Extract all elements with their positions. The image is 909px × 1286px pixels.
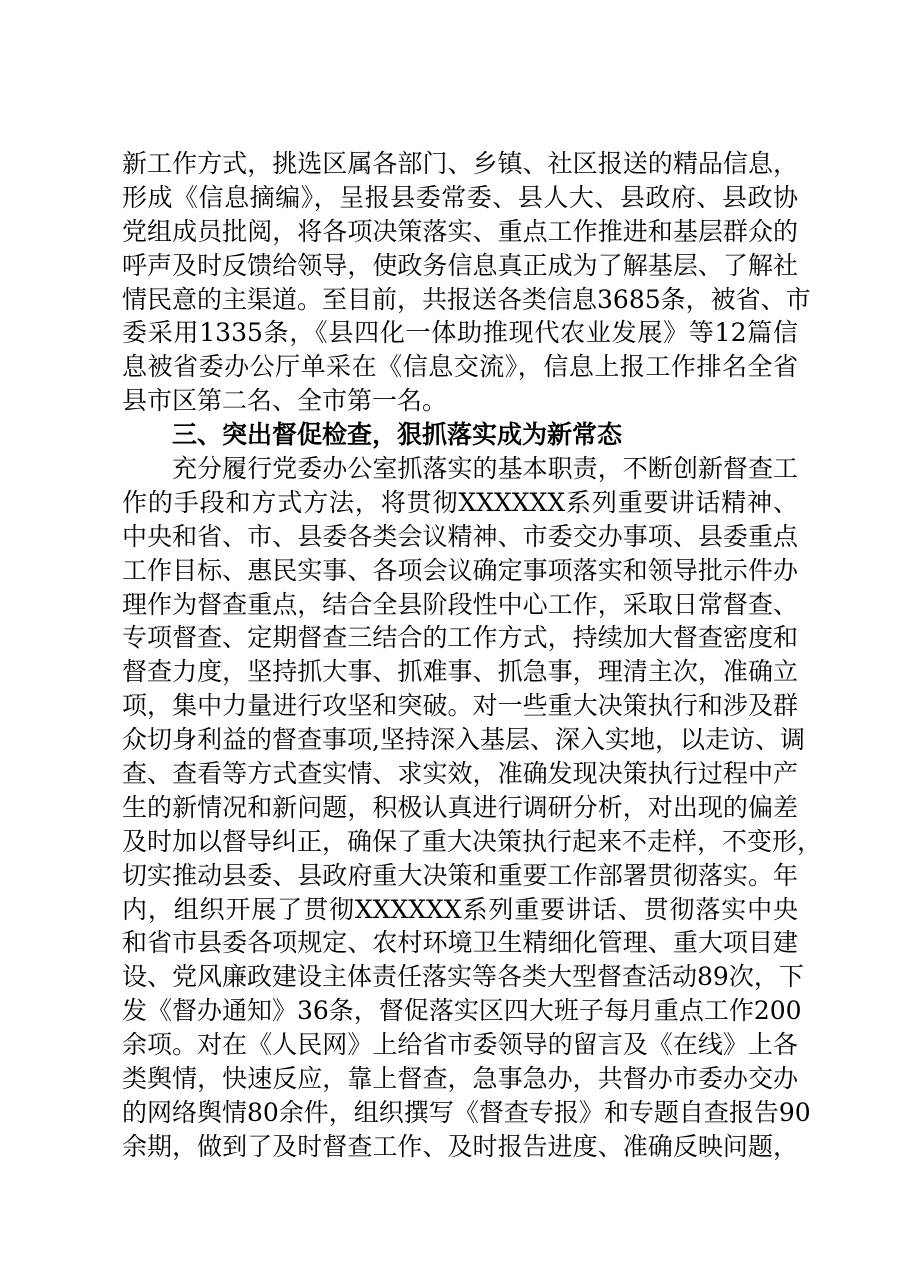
paragraph-line: 切实推动县委、县政府重大决策和重要工作部署贯彻落实。年 xyxy=(122,860,798,890)
paragraph-line: 余项。对在《人民网》上给省市委领导的留言及《在线》上各 xyxy=(122,1030,798,1060)
paragraph-line: 发《督办通知》36条，督促落实区四大班子每月重点工作200 xyxy=(122,996,802,1026)
paragraph-line: 息被省委办公厅单采在《信息交流》，信息上报工作排名全省 xyxy=(122,352,798,382)
paragraph-line: 及时加以督导纠正，确保了重大决策执行起来不走样，不变形， xyxy=(122,826,823,856)
section-heading: 三、突出督促检查，狠抓落实成为新常态 xyxy=(172,420,623,450)
paragraph-line: 形成《信息摘编》，呈报县委常委、县人大、县政府、县政协 xyxy=(122,182,798,212)
paragraph-line: 和省市县委各项规定、农村环境卫生精细化管理、重大项目建 xyxy=(122,928,798,958)
paragraph-line: 理作为督查重点，结合全县阶段性中心工作，采取日常督查、 xyxy=(122,589,798,619)
paragraph-line: 工作目标、惠民实事、各项会议确定事项落实和领导批示件办 xyxy=(122,555,798,585)
paragraph-line: 内，组织开展了贯彻XXXXXX系列重要讲话、贯彻落实中央 xyxy=(122,894,798,924)
paragraph-line: 余期，做到了及时督查工作、及时报告进度、准确反映问题， xyxy=(122,1131,798,1161)
paragraph-line: 呼声及时反馈给领导，使政务信息真正成为了解基层、了解社 xyxy=(122,250,798,280)
paragraph-line: 的网络舆情80余件，组织撰写《督查专报》和专题自查报告90 xyxy=(122,1097,811,1127)
paragraph-line: 督查力度，坚持抓大事、抓难事、抓急事，理清主次，准确立 xyxy=(122,657,798,687)
paragraph-line: 县市区第二名、全市第一名。 xyxy=(122,386,448,416)
paragraph-line: 中央和省、市、县委各类会议精神、市委交办事项、县委重点 xyxy=(122,521,798,551)
paragraph-line: 项，集中力量进行攻坚和突破。对一些重大决策执行和涉及群 xyxy=(122,691,798,721)
paragraph-line: 党组成员批阅，将各项决策落实、重点工作推进和基层群众的 xyxy=(122,216,798,246)
paragraph-line: 生的新情况和新问题，积极认真进行调研分析，对出现的偏差 xyxy=(122,792,798,822)
paragraph-line: 类舆情，快速反应，靠上督查，急事急办，共督办市委办交办 xyxy=(122,1064,798,1094)
paragraph-line: 专项督查、定期督查三结合的工作方式，持续加大督查密度和 xyxy=(122,623,798,653)
paragraph-line: 委采用1335条，《县四化一体助推现代农业发展》等12篇信 xyxy=(122,318,798,348)
document-body xyxy=(122,147,823,1164)
paragraph-line: 作的手段和方式方法，将贯彻XXXXXX系列重要讲话精神、 xyxy=(122,487,798,517)
paragraph-line: 查、查看等方式查实情、求实效，准确发现决策执行过程中产 xyxy=(122,759,798,789)
paragraph-line: 设、党风廉政建设主体责任落实等各类大型督查活动89次，下 xyxy=(122,962,804,992)
paragraph-line: 众切身利益的督查事项,坚持深入基层、深入实地，以走访、调 xyxy=(122,725,805,755)
paragraph-line: 充分履行党委办公室抓落实的基本职责，不断创新督查工 xyxy=(172,454,798,484)
paragraph-line: 情民意的主渠道。至目前，共报送各类信息3685条，被省、市 xyxy=(122,284,811,314)
paragraph-line: 新工作方式，挑选区属各部门、乡镇、社区报送的精品信息， xyxy=(122,149,798,178)
